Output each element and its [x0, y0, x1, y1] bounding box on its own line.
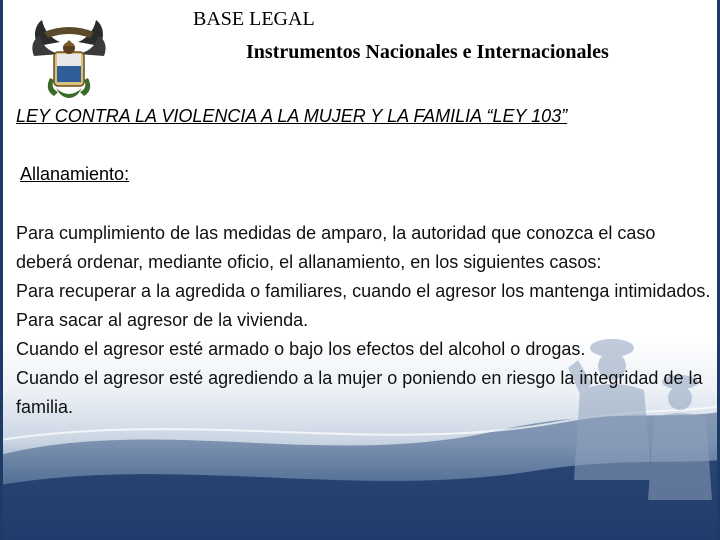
paragraph-case-4: Cuando el agresor esté agrediendo a la mujer o poniendo en riesgo la integridad de la familia.: [16, 368, 703, 417]
law-heading: LEY CONTRA LA VIOLENCIA A LA MUJER Y LA FAMILIA “LEY 103”: [16, 106, 568, 126]
section-label: Allanamiento:: [20, 164, 130, 184]
eagle-emblem-icon: [30, 16, 108, 106]
paragraph-intro: Para cumplimiento de las medidas de amparo, la autoridad que conozca el caso deberá ordenar, mediante oficio, el allanamiento, en los siguientes casos:: [16, 223, 656, 272]
paragraph-case-1: Para recuperar a la agredida o familiares, cuando el agresor los mantenga intimidados.: [16, 281, 711, 301]
page-subtitle: Instrumentos Nacionales e Internacionales: [246, 41, 609, 63]
paragraph-case-2: Para sacar al agresor de la vivienda.: [16, 310, 309, 330]
paragraph-case-3: Cuando el agresor esté armado o bajo los efectos del alcohol o drogas.: [16, 339, 586, 359]
page-title: BASE LEGAL: [193, 8, 315, 30]
body-text: [16, 219, 716, 422]
frame-left: [0, 0, 3, 540]
